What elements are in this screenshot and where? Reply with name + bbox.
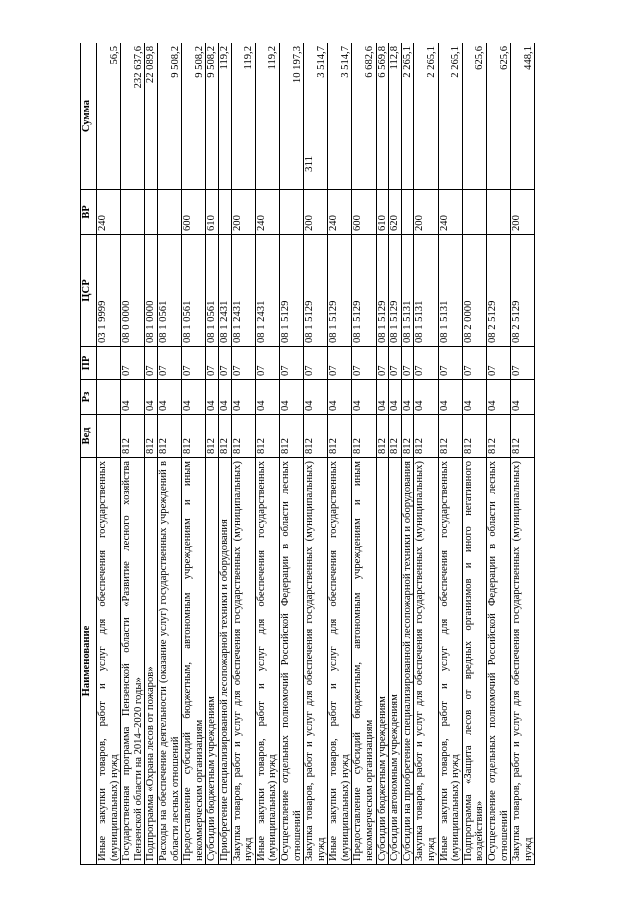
cell-vr xyxy=(487,190,511,235)
table-row xyxy=(279,43,303,865)
cell-ved: 812 xyxy=(279,415,303,458)
cell-sum: 6 682,6 xyxy=(352,43,376,190)
header-ved: Вед xyxy=(81,415,97,458)
table-row xyxy=(206,43,219,865)
cell-ved: 812 xyxy=(376,415,389,458)
table-row xyxy=(487,43,511,865)
table-row xyxy=(462,43,486,865)
cell-pr: 07 xyxy=(389,347,402,380)
table-row xyxy=(511,43,535,865)
cell-vr xyxy=(462,190,486,235)
cell-sum: 3 514,7 xyxy=(328,43,352,190)
cell-csr: 08 1 0000 xyxy=(145,235,158,347)
cell-rz: 04 xyxy=(438,380,462,415)
cell-csr: 08 1 5129 xyxy=(279,235,303,347)
cell-vr xyxy=(401,190,414,235)
cell-pr: 07 xyxy=(462,347,486,380)
cell-ved: 812 xyxy=(328,415,352,458)
cell-vr: 200 xyxy=(231,190,255,235)
cell-name: Осуществление отдельных полномочий Российской Федерации в области лесных отношений xyxy=(487,458,511,865)
cell-ved: 812 xyxy=(304,415,328,458)
table-row xyxy=(157,43,181,865)
cell-pr: 07 xyxy=(328,347,352,380)
cell-pr: 07 xyxy=(182,347,206,380)
cell-vr xyxy=(145,190,158,235)
cell-ved: 812 xyxy=(414,415,438,458)
cell-pr: 07 xyxy=(121,347,145,380)
cell-ved: 812 xyxy=(462,415,486,458)
cell-pr: 07 xyxy=(255,347,279,380)
cell-pr: 07 xyxy=(438,347,462,380)
cell-csr: 08 1 5129 xyxy=(389,235,402,347)
cell-csr: 08 1 5129 xyxy=(328,235,352,347)
table-row xyxy=(389,43,402,865)
cell-vr xyxy=(121,190,145,235)
cell-sum: 625,6 xyxy=(462,43,486,190)
cell-rz: 04 xyxy=(376,380,389,415)
cell-csr: 03 1 9999 xyxy=(97,235,121,347)
cell-rz: 04 xyxy=(511,380,535,415)
cell-csr: 08 2 5129 xyxy=(487,235,511,347)
cell-name: Закупка товаров, работ и услуг для обеспечения государственных (муниципальных) нужд xyxy=(414,458,438,865)
cell-ved: 812 xyxy=(182,415,206,458)
page-number: 311 xyxy=(303,155,315,173)
cell-sum: 6 569,8 xyxy=(376,43,389,190)
table-row xyxy=(121,43,145,865)
cell-rz: 04 xyxy=(231,380,255,415)
cell-ved: 812 xyxy=(487,415,511,458)
cell-vr: 600 xyxy=(182,190,206,235)
cell-sum: 119,2 xyxy=(218,43,231,190)
cell-ved: 812 xyxy=(352,415,376,458)
cell-sum: 119,2 xyxy=(255,43,279,190)
cell-pr: 07 xyxy=(487,347,511,380)
cell-ved: 812 xyxy=(145,415,158,458)
rotated-table-container xyxy=(80,43,564,865)
cell-csr: 08 1 5131 xyxy=(438,235,462,347)
cell-sum: 2 265,1 xyxy=(401,43,414,190)
table-body xyxy=(97,43,535,865)
cell-pr: 07 xyxy=(401,347,414,380)
cell-vr xyxy=(279,190,303,235)
cell-vr: 600 xyxy=(352,190,376,235)
cell-sum: 448,1 xyxy=(511,43,535,190)
cell-name: Иные закупки товаров, работ и услуг для обеспечения государственных (муниципальных) нужд xyxy=(255,458,279,865)
cell-name: Иные закупки товаров, работ и услуг для обеспечения государственных (муниципальных) нужд xyxy=(97,458,121,865)
cell-ved: 812 xyxy=(231,415,255,458)
table-row xyxy=(231,43,255,865)
cell-sum: 119,2 xyxy=(231,43,255,190)
cell-name: Подпрограмма «Защита лесов от вредных организмов и иного негативного воздействия» xyxy=(462,458,486,865)
cell-pr: 07 xyxy=(206,347,219,380)
cell-pr: 07 xyxy=(511,347,535,380)
cell-ved: 812 xyxy=(511,415,535,458)
cell-sum: 232 637,6 xyxy=(121,43,145,190)
cell-name: Закупка товаров, работ и услуг для обеспечения государственных (муниципальных) нужд xyxy=(231,458,255,865)
table-row xyxy=(401,43,414,865)
header-sum: Сумма xyxy=(81,43,97,190)
cell-name: Закупка товаров, работ и услуг для обеспечения государственных (муниципальных) нужд xyxy=(511,458,535,865)
header-rz: Рз xyxy=(81,380,97,415)
table-row xyxy=(255,43,279,865)
cell-sum: 2 265,1 xyxy=(414,43,438,190)
cell-vr: 240 xyxy=(97,190,121,235)
table-row xyxy=(352,43,376,865)
cell-name: Приобретение специализированной лесопожарной техники и оборудования xyxy=(218,458,231,865)
cell-ved: 812 xyxy=(157,415,181,458)
cell-name: Расходы на обеспечение деятельности (оказание услуг) государственных учреждений в области лесных отношений xyxy=(157,458,181,865)
header-name: Наименование xyxy=(81,458,97,865)
cell-vr: 620 xyxy=(389,190,402,235)
cell-sum: 10 197,3 xyxy=(279,43,303,190)
cell-rz: 04 xyxy=(414,380,438,415)
cell-rz: 04 xyxy=(328,380,352,415)
cell-sum: 112,8 xyxy=(389,43,402,190)
cell-sum: 2 265,1 xyxy=(438,43,462,190)
cell-vr: 240 xyxy=(255,190,279,235)
cell-vr xyxy=(218,190,231,235)
cell-ved: 812 xyxy=(121,415,145,458)
cell-sum: 56,5 xyxy=(97,43,121,190)
cell-rz: 04 xyxy=(157,380,181,415)
cell-name: Иные закупки товаров, работ и услуг для обеспечения государственных (муниципальных) нужд xyxy=(328,458,352,865)
cell-name: Предоставление субсидий бюджетным, автономным учреждениям и иным некоммерческим организациям xyxy=(182,458,206,865)
table-row xyxy=(97,43,121,865)
cell-csr: 08 1 5129 xyxy=(376,235,389,347)
cell-vr: 200 xyxy=(414,190,438,235)
cell-name: Субсидии на приобретение специализированной лесопожарной техники и оборудования xyxy=(401,458,414,865)
table-row xyxy=(304,43,328,865)
cell-vr: 200 xyxy=(511,190,535,235)
cell-rz: 04 xyxy=(487,380,511,415)
cell-ved: 812 xyxy=(255,415,279,458)
cell-pr: 07 xyxy=(231,347,255,380)
cell-name: Государственная программа Пензенской области «Развитие лесного хозяйства Пензенской области на 2014–2020 годы» xyxy=(121,458,145,865)
cell-name: Закупка товаров, работ и услуг для обеспечения государственных (муниципальных) нужд xyxy=(304,458,328,865)
cell-csr: 08 1 5129 xyxy=(304,235,328,347)
cell-csr: 08 1 0561 xyxy=(157,235,181,347)
table-row xyxy=(438,43,462,865)
cell-ved: 812 xyxy=(401,415,414,458)
cell-vr: 240 xyxy=(328,190,352,235)
table-row xyxy=(376,43,389,865)
table-header-row xyxy=(81,43,97,865)
table-row xyxy=(145,43,158,865)
cell-rz: 04 xyxy=(304,380,328,415)
cell-rz: 04 xyxy=(462,380,486,415)
cell-pr: 07 xyxy=(414,347,438,380)
cell-pr: 07 xyxy=(304,347,328,380)
cell-ved: 812 xyxy=(218,415,231,458)
cell-pr xyxy=(97,347,121,380)
cell-csr: 08 1 0561 xyxy=(206,235,219,347)
header-pr: ПР xyxy=(81,347,97,380)
cell-name: Осуществление отдельных полномочий Российской Федерации в области лесных отношений xyxy=(279,458,303,865)
cell-name: Субсидии бюджетным учреждениям xyxy=(376,458,389,865)
cell-rz: 04 xyxy=(401,380,414,415)
cell-sum: 9 508,2 xyxy=(206,43,219,190)
cell-sum: 9 508,2 xyxy=(182,43,206,190)
cell-csr: 08 1 5131 xyxy=(401,235,414,347)
cell-csr: 08 2 0000 xyxy=(462,235,486,347)
table-row xyxy=(218,43,231,865)
cell-vr: 610 xyxy=(206,190,219,235)
table-row xyxy=(182,43,206,865)
cell-name: Субсидии автономным учреждениям xyxy=(389,458,402,865)
cell-ved xyxy=(97,415,121,458)
cell-csr: 08 1 2431 xyxy=(255,235,279,347)
cell-ved: 812 xyxy=(438,415,462,458)
cell-rz xyxy=(97,380,121,415)
cell-rz: 04 xyxy=(206,380,219,415)
cell-csr: 08 1 2431 xyxy=(218,235,231,347)
cell-pr: 07 xyxy=(352,347,376,380)
cell-rz: 04 xyxy=(145,380,158,415)
cell-ved: 812 xyxy=(389,415,402,458)
cell-name: Иные закупки товаров, работ и услуг для обеспечения государственных (муниципальных) нужд xyxy=(438,458,462,865)
header-vr: ВР xyxy=(81,190,97,235)
cell-rz: 04 xyxy=(279,380,303,415)
cell-csr: 08 1 2431 xyxy=(231,235,255,347)
table-row xyxy=(328,43,352,865)
cell-name: Подпрограмма «Охрана лесов от пожаров» xyxy=(145,458,158,865)
cell-pr: 07 xyxy=(376,347,389,380)
cell-csr: 08 2 5129 xyxy=(511,235,535,347)
cell-name: Предоставление субсидий бюджетным, автономным учреждениям и иным некоммерческим организациям xyxy=(352,458,376,865)
cell-csr: 08 1 5131 xyxy=(414,235,438,347)
cell-ved: 812 xyxy=(206,415,219,458)
cell-rz: 04 xyxy=(218,380,231,415)
cell-pr: 07 xyxy=(218,347,231,380)
cell-vr: 610 xyxy=(376,190,389,235)
cell-vr xyxy=(157,190,181,235)
header-csr: ЦСР xyxy=(81,235,97,347)
cell-csr: 08 0 0000 xyxy=(121,235,145,347)
cell-csr: 08 1 5129 xyxy=(352,235,376,347)
cell-rz: 04 xyxy=(121,380,145,415)
cell-csr: 08 1 0561 xyxy=(182,235,206,347)
cell-pr: 07 xyxy=(279,347,303,380)
cell-sum: 625,6 xyxy=(487,43,511,190)
cell-sum: 22 089,8 xyxy=(145,43,158,190)
cell-rz: 04 xyxy=(389,380,402,415)
budget-table xyxy=(80,43,535,865)
table-viewport xyxy=(80,43,564,865)
cell-pr: 07 xyxy=(145,347,158,380)
cell-rz: 04 xyxy=(352,380,376,415)
cell-name: Субсидии бюджетным учреждениям xyxy=(206,458,219,865)
cell-rz: 04 xyxy=(255,380,279,415)
cell-vr: 200 xyxy=(304,190,328,235)
table-row xyxy=(414,43,438,865)
cell-vr: 240 xyxy=(438,190,462,235)
cell-pr: 07 xyxy=(157,347,181,380)
cell-sum: 9 508,2 xyxy=(157,43,181,190)
cell-sum: 3 514,7 xyxy=(304,43,328,190)
cell-rz: 04 xyxy=(182,380,206,415)
